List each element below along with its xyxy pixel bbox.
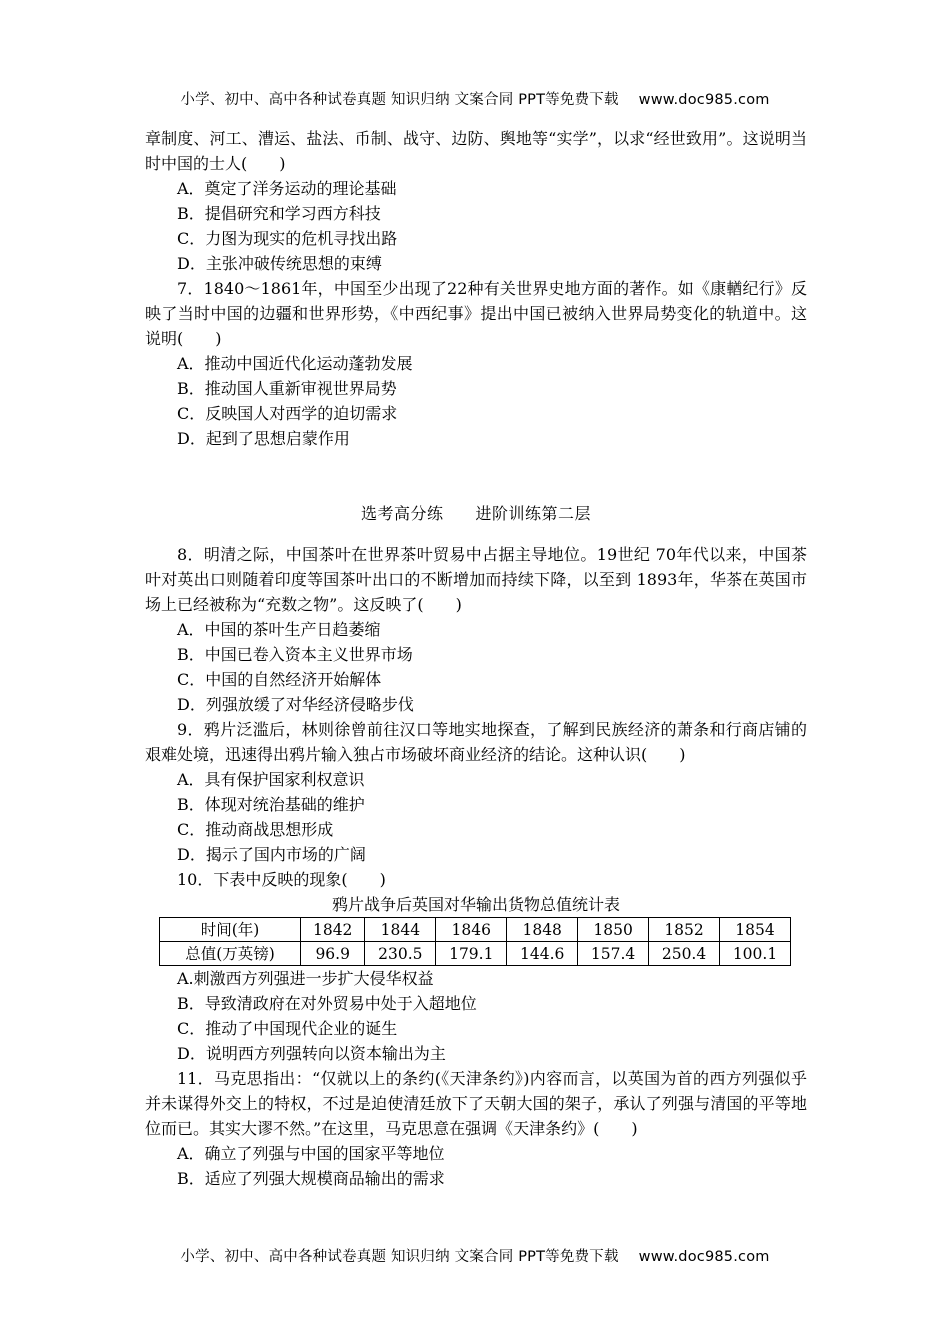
q9-option-d: D．揭示了国内市场的广阔	[177, 845, 366, 864]
q6-option-d: D．主张冲破传统思想的束缚	[177, 254, 382, 273]
q10-option-b: B．导致清政府在对外贸易中处于入超地位	[177, 994, 477, 1013]
table-row-label: 总值(万英镑)	[160, 942, 301, 966]
q8-option-d: D．列强放缓了对华经济侵略步伐	[177, 695, 414, 714]
table-cell-value: 179.1	[436, 942, 507, 966]
table-cell-year: 1854	[720, 918, 791, 942]
table-cell-year: 1850	[578, 918, 649, 942]
table-row-label: 时间(年)	[160, 918, 301, 942]
q7-option-d: D．起到了思想启蒙作用	[177, 429, 350, 448]
table-cell-year: 1852	[649, 918, 720, 942]
footer-text: 小学、初中、高中各种试卷真题 知识归纳 文案合同 PPT等免费下载	[180, 1249, 619, 1265]
document-body	[145, 126, 807, 1191]
page-header	[0, 88, 950, 109]
q9-option-b: B．体现对统治基础的维护	[177, 795, 365, 814]
q10-option-a: A.刺激西方列强进一步扩大侵华权益	[177, 969, 434, 988]
table-cell-value: 250.4	[649, 942, 720, 966]
table-cell-value: 230.5	[365, 942, 436, 966]
table-cell-year: 1844	[365, 918, 436, 942]
q6-option-b: B．提倡研究和学习西方科技	[177, 204, 381, 223]
q7-stem: 7．1840～1861年，中国至少出现了22种有关世界史地方面的著作。如《康輶纪行》反映了当时中国的边疆和世界形势，《中西纪事》提出中国已被纳入世界局势变化的轨道中。这说明( )	[145, 279, 807, 348]
q8-stem: 8．明清之际，中国茶叶在世界茶叶贸易中占据主导地位。19世纪 70年代以来，中国茶叶对英出口则随着印度等国茶叶出口的不断增加而持续下降，以至到 1893年，华茶在英国市场上已经被称为“充数之物”。这反映了( )	[145, 545, 807, 614]
page-footer	[0, 1245, 950, 1266]
table-cell-year: 1848	[507, 918, 578, 942]
q10-stem: 10．下表中反映的现象( )	[177, 870, 386, 889]
table-row-values	[160, 942, 791, 966]
header-site-link[interactable]: www.doc985.com	[638, 92, 770, 108]
q6-option-c: C．力图为现实的危机寻找出路	[177, 229, 398, 248]
q8-option-c: C．中国的自然经济开始解体	[177, 670, 382, 689]
q7-option-a: A．推动中国近代化运动蓬勃发展	[177, 354, 413, 373]
table-cell-value: 144.6	[507, 942, 578, 966]
footer-site-link[interactable]: www.doc985.com	[638, 1249, 770, 1265]
q6-option-a: A．奠定了洋务运动的理论基础	[177, 179, 397, 198]
q7-option-b: B．推动国人重新审视世界局势	[177, 379, 397, 398]
q9-stem: 9．鸦片泛滥后，林则徐曾前往汉口等地实地探查，了解到民族经济的萧条和行商店铺的艰难处境，迅速得出鸦片输入独占市场破坏商业经济的结论。这种认识( )	[145, 720, 807, 764]
section-heading	[145, 501, 807, 526]
q6-stem: 章制度、河工、漕运、盐法、币制、战守、边防、舆地等“实学”，以求“经世致用”。这说明当时中国的士人( )	[145, 129, 807, 173]
q10-table-title: 鸦片战争后英国对华输出货物总值统计表	[331, 895, 620, 914]
table-cell-value: 157.4	[578, 942, 649, 966]
q11-option-a: A．确立了列强与中国的国家平等地位	[177, 1144, 445, 1163]
q11-option-b: B．适应了列强大规模商品输出的需求	[177, 1169, 445, 1188]
q10-option-d: D．说明西方列强转向以资本输出为主	[177, 1044, 446, 1063]
q8-option-b: B．中国已卷入资本主义世界市场	[177, 645, 413, 664]
header-text: 小学、初中、高中各种试卷真题 知识归纳 文案合同 PPT等免费下载	[180, 92, 619, 108]
q10-stats-table	[159, 917, 791, 966]
table-row-years	[160, 918, 791, 942]
q10-option-c: C．推动了中国现代企业的诞生	[177, 1019, 398, 1038]
q11-stem: 11．马克思指出：“仅就以上的条约(《天津条约》)内容而言，以英国为首的西方列强似乎并未谋得外交上的特权，不过是迫使清廷放下了天朝大国的架子，承认了列强与清国的平等地位而已。其实大谬不然。”在这里，马克思意在强调《天津条约》( )	[145, 1069, 807, 1138]
q9-option-a: A．具有保护国家利权意识	[177, 770, 365, 789]
table-cell-value: 100.1	[720, 942, 791, 966]
q9-option-c: C．推动商战思想形成	[177, 820, 334, 839]
table-cell-value: 96.9	[301, 942, 365, 966]
table-cell-year: 1842	[301, 918, 365, 942]
table-cell-year: 1846	[436, 918, 507, 942]
section-heading-left: 选考高分练	[360, 504, 444, 523]
section-heading-right: 进阶训练第二层	[475, 504, 592, 523]
q7-option-c: C．反映国人对西学的迫切需求	[177, 404, 398, 423]
q8-option-a: A．中国的茶叶生产日趋萎缩	[177, 620, 381, 639]
